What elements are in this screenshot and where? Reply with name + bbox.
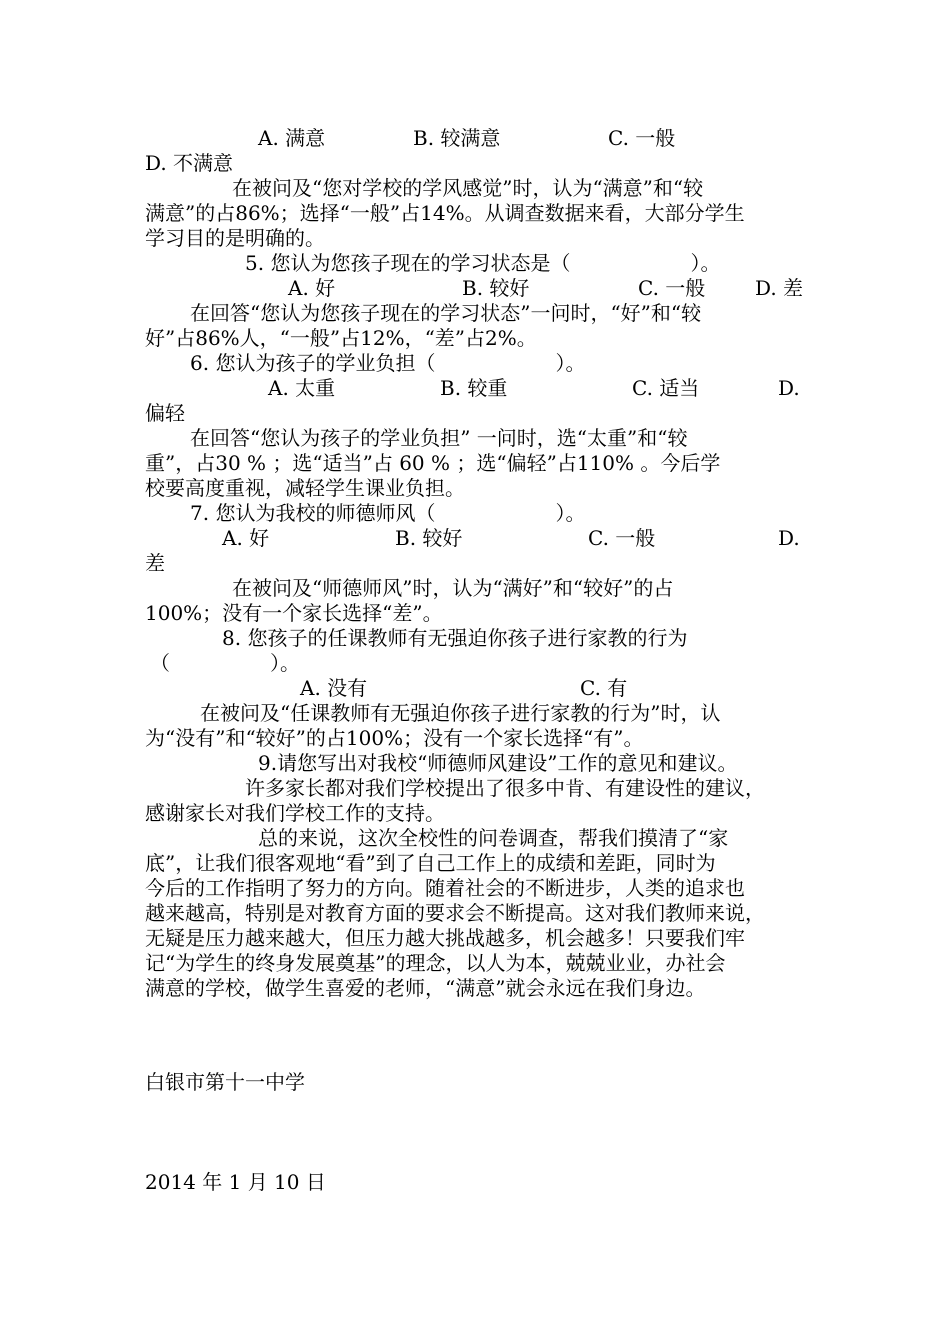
q8-option-c: C. 有 — [580, 676, 628, 700]
q4-paragraph-line: 学习目的是明确的。 — [145, 226, 325, 250]
q4-paragraph-line: 在被问及“您对学校的学风感觉”时，认为“满意”和“较 — [232, 176, 704, 200]
q4-option-a: A. 满意 — [258, 126, 326, 150]
q8-question: 8. 您孩子的任课教师有无强迫你孩子进行家教的行为 — [222, 626, 688, 650]
q5-paragraph-line: 在回答“您认为您孩子现在的学习状态”一问时，“好”和“较 — [190, 301, 702, 325]
q8-paragraph-line: 为“没有”和“较好”的占100%；没有一个家长选择“有”。 — [145, 726, 644, 750]
summary-line: 无疑是压力越来越大，但压力越大挑战越多，机会越多！只要我们牢 — [145, 926, 745, 950]
q6-option-a: A. 太重 — [268, 376, 336, 400]
q5-question: 5. 您认为您孩子现在的学习状态是（ ）。 — [245, 251, 721, 275]
summary-line: 越来越高，特别是对教育方面的要求会不断提高。这对我们教师来说， — [145, 901, 765, 925]
signature-date: 2014 年 1 月 10 日 — [145, 1170, 326, 1194]
q7-paragraph-line: 在被问及“师德师风”时，认为“满好”和“较好”的占 — [232, 576, 674, 600]
q7-option-b: B. 较好 — [395, 526, 463, 550]
q7-question: 7. 您认为我校的师德师风（ ）。 — [190, 501, 586, 525]
q6-question: 6. 您认为孩子的学业负担（ ）。 — [190, 351, 586, 375]
q4-option-b: B. 较满意 — [413, 126, 501, 150]
q8-blank: （ ）。 — [150, 651, 300, 675]
q6-option-b: B. 较重 — [440, 376, 508, 400]
q7-option-c: C. 一般 — [588, 526, 656, 550]
summary-line: 记“为学生的终身发展奠基”的理念，以人为本，兢兢业业，办社会 — [145, 951, 726, 975]
q4-paragraph-line: 满意”的占86%；选择“一般”占14%。从调查数据来看，大部分学生 — [145, 201, 745, 225]
q7-paragraph-line: 100%；没有一个家长选择“差”。 — [145, 601, 443, 625]
summary-line: 今后的工作指明了努力的方向。随着社会的不断进步，人类的追求也 — [145, 876, 745, 900]
q5-paragraph-line: 好”占86%人，“一般”占12%，“差”占2%。 — [145, 326, 537, 350]
summary-line: 总的来说，这次全校性的问卷调查，帮我们摸清了“家 — [258, 826, 729, 850]
signature-school: 白银市第十一中学 — [145, 1070, 305, 1094]
q6-option-c: C. 适当 — [632, 376, 700, 400]
q8-paragraph-line: 在被问及“任课教师有无强迫你孩子进行家教的行为”时，认 — [200, 701, 721, 725]
q6-paragraph-line: 校要高度重视，减轻学生课业负担。 — [145, 476, 465, 500]
q6-option-d-text: 偏轻 — [145, 401, 185, 425]
summary-line: 底”，让我们很客观地“看”到了自己工作上的成绩和差距，同时为 — [145, 851, 716, 875]
q5-option-b: B. 较好 — [462, 276, 530, 300]
summary-line: 满意的学校，做学生喜爱的老师，“满意”就会永远在我们身边。 — [145, 976, 706, 1000]
q7-option-a: A. 好 — [222, 526, 270, 550]
q6-option-d: D. — [778, 376, 800, 400]
q6-paragraph-line: 重”，占30 % ；选“适当”占 60 % ；选“偏轻”占110% 。今后学 — [145, 451, 721, 475]
q9-paragraph-line: 许多家长都对我们学校提出了很多中肯、有建设性的建议， — [245, 776, 765, 800]
q7-option-d-text: 差 — [145, 551, 165, 575]
q7-option-d: D. — [778, 526, 800, 550]
q5-option-d: D. 差 — [755, 276, 804, 300]
q6-paragraph-line: 在回答“您认为孩子的学业负担” 一问时，选“太重”和“较 — [190, 426, 688, 450]
q4-option-c: C. 一般 — [608, 126, 676, 150]
q9-question: 9.请您写出对我校“师德师风建设”工作的意见和建议。 — [258, 751, 738, 775]
q8-option-a: A. 没有 — [300, 676, 368, 700]
q5-option-c: C. 一般 — [638, 276, 706, 300]
q4-option-d: D. 不满意 — [145, 151, 234, 175]
q9-paragraph-line: 感谢家长对我们学校工作的支持。 — [145, 801, 445, 825]
q5-option-a: A. 好 — [288, 276, 336, 300]
